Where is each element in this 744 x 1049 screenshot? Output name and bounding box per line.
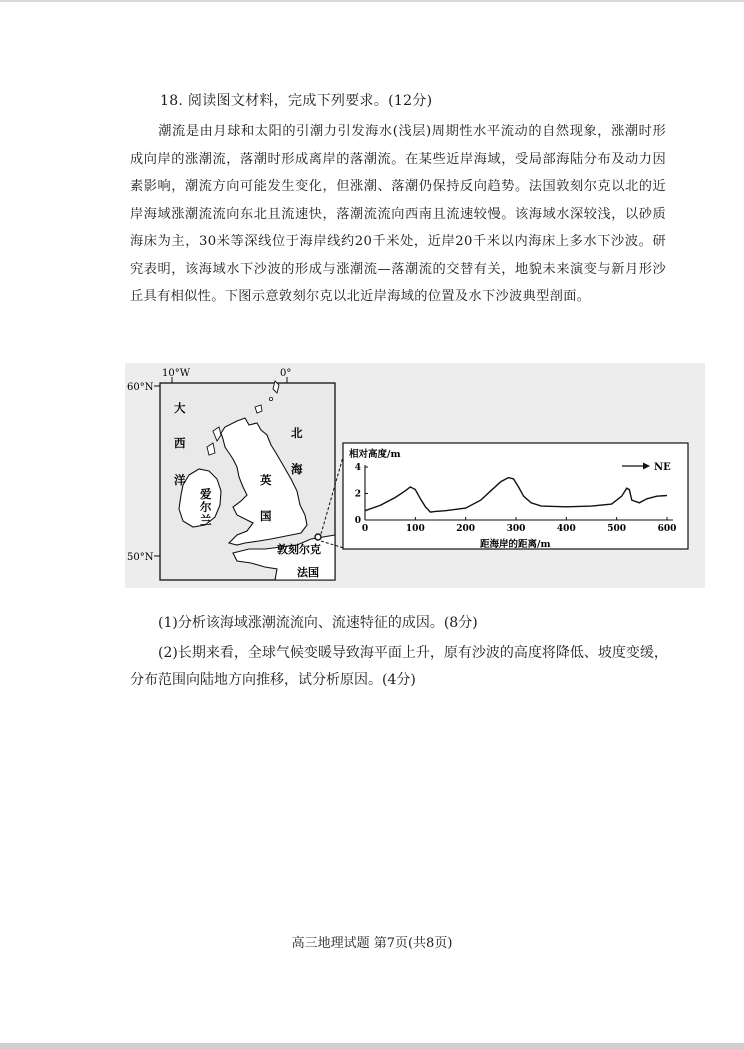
lon-label-west: 10°W bbox=[162, 368, 191, 379]
dunkirk-marker bbox=[315, 534, 321, 540]
ocean-label-2: 西 bbox=[174, 436, 186, 450]
subquestion-1 bbox=[130, 610, 670, 637]
lat-label-bottom: 50°N bbox=[127, 552, 154, 563]
ocean-label bbox=[174, 401, 186, 487]
ireland-label-2: 尔 bbox=[200, 500, 212, 514]
y-tick-label: 2 bbox=[354, 489, 361, 500]
ireland-label-3: 兰 bbox=[200, 513, 212, 527]
question-material bbox=[130, 118, 666, 311]
y-tick-label: 4 bbox=[354, 463, 361, 473]
shetland-islet bbox=[269, 397, 272, 400]
dunkirk-label: 敦刻尔克 bbox=[277, 543, 321, 556]
sea-label-1: 北 bbox=[291, 426, 303, 440]
chart-ylabel: 相对高度/m bbox=[349, 449, 401, 460]
material-text: 潮流是由月球和太阳的引潮力引发海水(浅层)周期性水平流动的自然现象，涨潮时形成向岸的涨潮流，落潮时形成离岸的落潮流。在某些近岸海域，受局部海陆分布及动力因素影响，潮流方向可能发生变化，但涨潮、落潮仍保持反向趋势。法国敦刻尔克以北的近岸海域涨潮流流向东北且流速快，落潮流流向西南且流速较慢。该海域水深较浅，以砂质海床为主，30米等深线位于海岸线约20千米处，近岸20千米以内海床上多水下沙波。研究表明，该海域水下沙波的形成与涨潮流—落潮流的交替有关，地貌未来演变与新月形沙丘具有相似性。下图示意敦刻尔克以北近岸海域的位置及水下沙波典型剖面。 bbox=[130, 124, 666, 304]
subquestion-2 bbox=[130, 640, 670, 694]
ocean-label-1: 大 bbox=[174, 401, 186, 415]
x-tick-label: 500 bbox=[607, 524, 627, 534]
x-tick-label: 100 bbox=[405, 524, 425, 534]
sea-label-2: 海 bbox=[291, 462, 303, 476]
uk-label-2: 国 bbox=[260, 509, 272, 523]
ireland-label-1: 爱 bbox=[200, 487, 212, 501]
x-tick-label: 600 bbox=[657, 524, 677, 534]
x-tick-label: 400 bbox=[556, 524, 576, 534]
uk-label-1: 英 bbox=[260, 473, 272, 487]
lat-label-top: 60°N bbox=[127, 382, 154, 393]
subquestion-2-text: (2)长期来看，全球气候变暖导致海平面上升，原有沙波的高度将降低、坡度变缓，分布范围向陆地方向推移，试分析原因。(4分) bbox=[130, 645, 668, 688]
figure-svg bbox=[125, 363, 705, 588]
x-tick-label: 200 bbox=[456, 524, 476, 534]
figure bbox=[125, 363, 705, 588]
ocean-label-3: 洋 bbox=[174, 473, 186, 487]
page-footer: 高三地理试题 第7页(共8页) bbox=[291, 936, 453, 951]
x-tick-label: 0 bbox=[361, 524, 369, 534]
bottom-band bbox=[0, 1043, 744, 1049]
question-title: 18. 阅读图文材料，完成下列要求。(12分) bbox=[160, 93, 433, 109]
top-rule bbox=[0, 0, 744, 2]
x-tick-label: 300 bbox=[506, 524, 526, 534]
chart-xlabel: 距海岸的距离/m bbox=[480, 539, 551, 550]
france-label: 法国 bbox=[297, 566, 319, 579]
ireland-label bbox=[199, 487, 212, 527]
lon-label-zero: 0° bbox=[280, 368, 292, 379]
direction-label: NE bbox=[654, 462, 671, 473]
y-tick-label: 0 bbox=[354, 516, 361, 526]
subquestion-1-text: (1)分析该海域涨潮流流向、流速特征的成因。(8分) bbox=[158, 615, 478, 631]
profile-chart bbox=[343, 443, 688, 550]
